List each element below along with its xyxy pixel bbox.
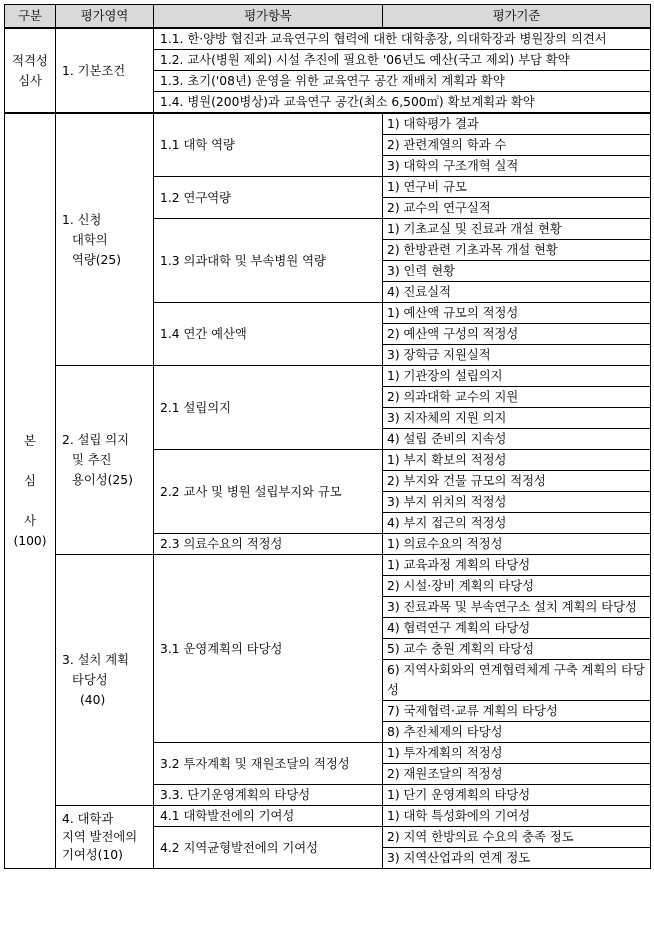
area-2-line: 2. 설립 의지: [62, 433, 130, 447]
criterion: 5) 교수 충원 계획의 타당성: [383, 639, 651, 660]
area-4-line: 기여성(10): [62, 848, 123, 862]
criterion: 4) 진료실적: [383, 282, 651, 303]
criterion: 1) 교육과정 계획의 타당성: [383, 555, 651, 576]
main-gubun-score: (100): [13, 534, 47, 548]
main-gubun-cell: [5, 113, 56, 869]
area-1-line: 대학의: [72, 232, 108, 247]
criterion: 4) 협력연구 계획의 타당성: [383, 618, 651, 639]
item-name: 1.4 연간 예산액: [154, 303, 383, 366]
criterion: 3) 지자체의 지원 의지: [383, 408, 651, 429]
criterion: 3) 지역산업과의 연계 정도: [383, 848, 651, 869]
item-name: 3.1 운영계획의 타당성: [154, 555, 383, 743]
area-1-name: [56, 113, 154, 366]
criterion: 2) 시설·장비 계획의 타당성: [383, 576, 651, 597]
item-name: 1.1 대학 역량: [154, 113, 383, 177]
item-name: 2.3 의료수요의 적정성: [154, 534, 383, 555]
table-row: [5, 113, 651, 135]
area-2-line: 용이성(25): [72, 473, 133, 487]
criterion: 7) 국제협력·교류 계획의 타당성: [383, 701, 651, 722]
criterion: 3) 부지 위치의 적정성: [383, 492, 651, 513]
criterion: 1) 부지 확보의 적정성: [383, 450, 651, 471]
item-name: 4.1 대학발전에의 기여성: [154, 806, 383, 827]
criterion: 2) 의과대학 교수의 지원: [383, 387, 651, 408]
item-name: 1.2 연구역량: [154, 177, 383, 219]
main-gubun-char: 본: [24, 434, 36, 448]
criterion: 2) 한방관련 기초과목 개설 현황: [383, 240, 651, 261]
criterion: 1) 연구비 규모: [383, 177, 651, 198]
item-name: 3.3. 단기운영계획의 타당성: [154, 785, 383, 806]
criterion: 2) 예산액 구성의 적정성: [383, 324, 651, 345]
criterion: 3) 진료과목 및 부속연구소 설치 계획의 타당성: [383, 597, 651, 618]
qualification-gubun-line2: 심사: [18, 73, 42, 88]
header-gubun: 구분: [5, 5, 56, 29]
area-2-line: 및 추진: [72, 453, 112, 467]
header-row: [5, 5, 651, 29]
criterion: 6) 지역사회와의 연계협력체계 구축 계획의 타당성: [383, 660, 651, 701]
qualification-gubun-line1: 적격성: [12, 53, 48, 68]
qualification-gubun-cell: [5, 28, 56, 113]
area-4-line: 4. 대학과: [62, 812, 114, 826]
criterion: 3) 대학의 구조개혁 실적: [383, 156, 651, 177]
item-name: 2.1 설립의지: [154, 366, 383, 450]
criterion: 2) 재원조달의 적정성: [383, 764, 651, 785]
item-name: 1.3 의과대학 및 부속병원 역량: [154, 219, 383, 303]
criterion: 4) 설립 준비의 지속성: [383, 429, 651, 450]
item-name: 3.2 투자계획 및 재원조달의 적정성: [154, 743, 383, 785]
qualification-item: 1.4. 병원(200병상)과 교육연구 공간(최소 6,500㎡) 확보계획과 확약: [154, 92, 651, 114]
criterion: 4) 부지 접근의 적정성: [383, 513, 651, 534]
area-3-line: 타당성: [72, 673, 108, 687]
item-name: 4.2 지역균형발전에의 기여성: [154, 827, 383, 869]
criterion: 2) 지역 한방의료 수요의 충족 정도: [383, 827, 651, 848]
main-gubun-char: 사: [24, 514, 36, 528]
area-3-name: [56, 555, 154, 806]
table-row: [5, 555, 651, 576]
area-1-line: 역량(25): [72, 252, 121, 267]
header-area: 평가영역: [56, 5, 154, 29]
item-name: 2.2 교사 및 병원 설립부지와 규모: [154, 450, 383, 534]
area-1-line: 1. 신청: [62, 212, 102, 227]
qualification-item: 1.2. 교사(병원 제외) 시설 추진에 필요한 '06년도 예산(국고 제외) 부담 확약: [154, 50, 651, 71]
area-4-line: 지역 발전에의: [62, 830, 138, 844]
header-criteria: 평가기준: [383, 5, 651, 29]
criterion: 1) 예산액 규모의 적정성: [383, 303, 651, 324]
area-3-line: 3. 설치 계획: [62, 653, 130, 667]
table-row: [5, 806, 651, 827]
area-4-name: [56, 806, 154, 869]
area-2-name: [56, 366, 154, 555]
area-3-line: (40): [80, 693, 106, 707]
qualification-item: 1.1. 한·양방 협진과 교육연구의 협력에 대한 대학총장, 의대학장과 병원장의 의견서: [154, 28, 651, 50]
criterion: 8) 추진체제의 타당성: [383, 722, 651, 743]
criterion: 2) 관련계열의 학과 수: [383, 135, 651, 156]
criterion: 2) 교수의 연구실적: [383, 198, 651, 219]
criterion: 2) 부지와 건물 규모의 적정성: [383, 471, 651, 492]
header-item: 평가항목: [154, 5, 383, 29]
main-gubun-char: 심: [24, 474, 36, 488]
criterion: 1) 기초교실 및 진료과 개설 현황: [383, 219, 651, 240]
criterion: 1) 투자계획의 적정성: [383, 743, 651, 764]
criterion: 1) 대학평가 결과: [383, 113, 651, 135]
criterion: 3) 장학금 지원실적: [383, 345, 651, 366]
qualification-item: 1.3. 초기('08년) 운영을 위한 교육연구 공간 재배치 계획과 확약: [154, 71, 651, 92]
criterion: 1) 의료수요의 적정성: [383, 534, 651, 555]
criterion: 1) 대학 특성화에의 기여성: [383, 806, 651, 827]
evaluation-table: [4, 4, 651, 869]
qualification-area: 1. 기본조건: [56, 28, 154, 113]
table-row: [5, 28, 651, 50]
criterion: 3) 인력 현황: [383, 261, 651, 282]
criterion: 1) 기관장의 설립의지: [383, 366, 651, 387]
table-row: [5, 366, 651, 387]
criterion: 1) 단기 운영계획의 타당성: [383, 785, 651, 806]
